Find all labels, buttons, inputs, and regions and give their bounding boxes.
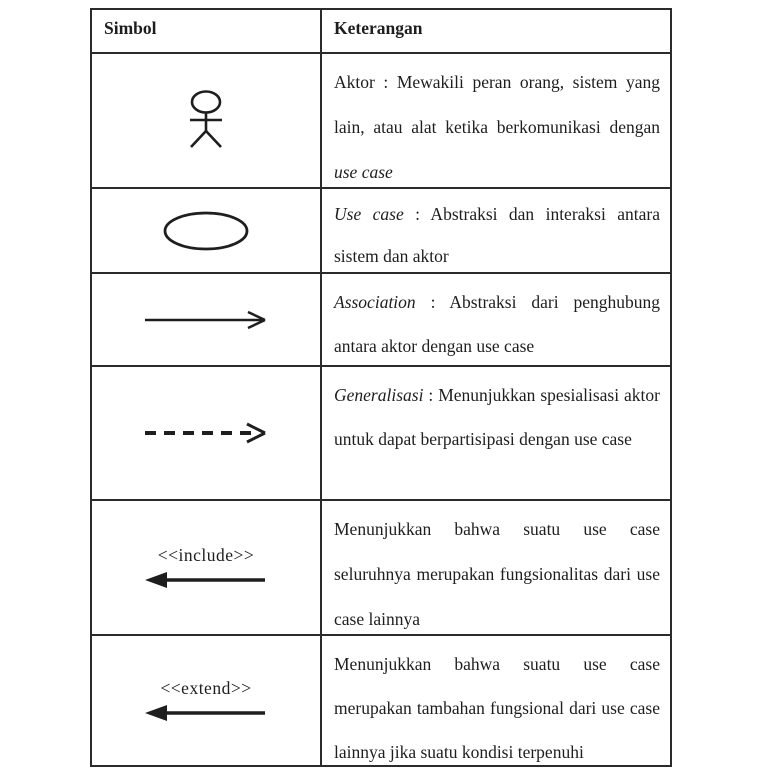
symbol-cell-actor xyxy=(92,54,322,187)
symbol-cell-use-case xyxy=(92,189,322,272)
table-row-extend xyxy=(92,634,670,765)
symbol-cell-generalization xyxy=(92,367,322,499)
symbol-cell-extend xyxy=(92,636,322,765)
description-actor: Aktor : Mewakili peran orang, sistem yang lain, atau alat ketika berkomunikasi dengan use case xyxy=(334,72,660,182)
include-left-arrow-icon xyxy=(145,570,267,590)
symbol-description-table xyxy=(90,8,672,767)
actor-stick-figure-icon xyxy=(185,90,227,152)
table-header-row xyxy=(92,10,670,52)
header-label-simbol: Simbol xyxy=(104,18,157,38)
table-row-association xyxy=(92,272,670,365)
association-arrow-icon xyxy=(142,309,270,331)
description-include: Menunjukkan bahwa suatu use case seluruhnya merupakan fungsionalitas dari use case lainnya xyxy=(334,519,660,629)
table-row-actor xyxy=(92,52,670,187)
use-case-ellipse-icon xyxy=(162,210,250,252)
description-extend: Menunjukkan bahwa suatu use case merupakan tambahan fungsional dari use case lainnya jika suatu kondisi terpenuhi xyxy=(334,654,660,762)
table-row-generalization xyxy=(92,365,670,499)
header-cell-keterangan xyxy=(322,10,670,52)
extend-left-arrow-icon xyxy=(145,703,267,723)
description-use-case: Use case : Abstraksi dan interaksi antara sistem dan aktor xyxy=(334,204,660,266)
table-row-include xyxy=(92,499,670,634)
symbol-cell-include xyxy=(92,501,322,634)
description-association: Association : Abstraksi dari penghubung antara aktor dengan use case xyxy=(334,292,660,356)
include-symbol-group xyxy=(145,545,267,590)
extend-symbol-group xyxy=(145,678,267,723)
include-stereotype-label: <<include>> xyxy=(157,545,255,565)
header-cell-simbol xyxy=(92,10,322,52)
generalization-dashed-arrow-icon xyxy=(142,421,270,445)
header-label-keterangan: Keterangan xyxy=(334,18,423,38)
extend-stereotype-label: <<extend>> xyxy=(160,678,252,698)
description-generalization: Generalisasi : Menunjukkan spesialisasi aktor untuk dapat berpartisipasi dengan use case xyxy=(334,385,660,449)
symbol-cell-association xyxy=(92,274,322,365)
table-row-use-case xyxy=(92,187,670,272)
